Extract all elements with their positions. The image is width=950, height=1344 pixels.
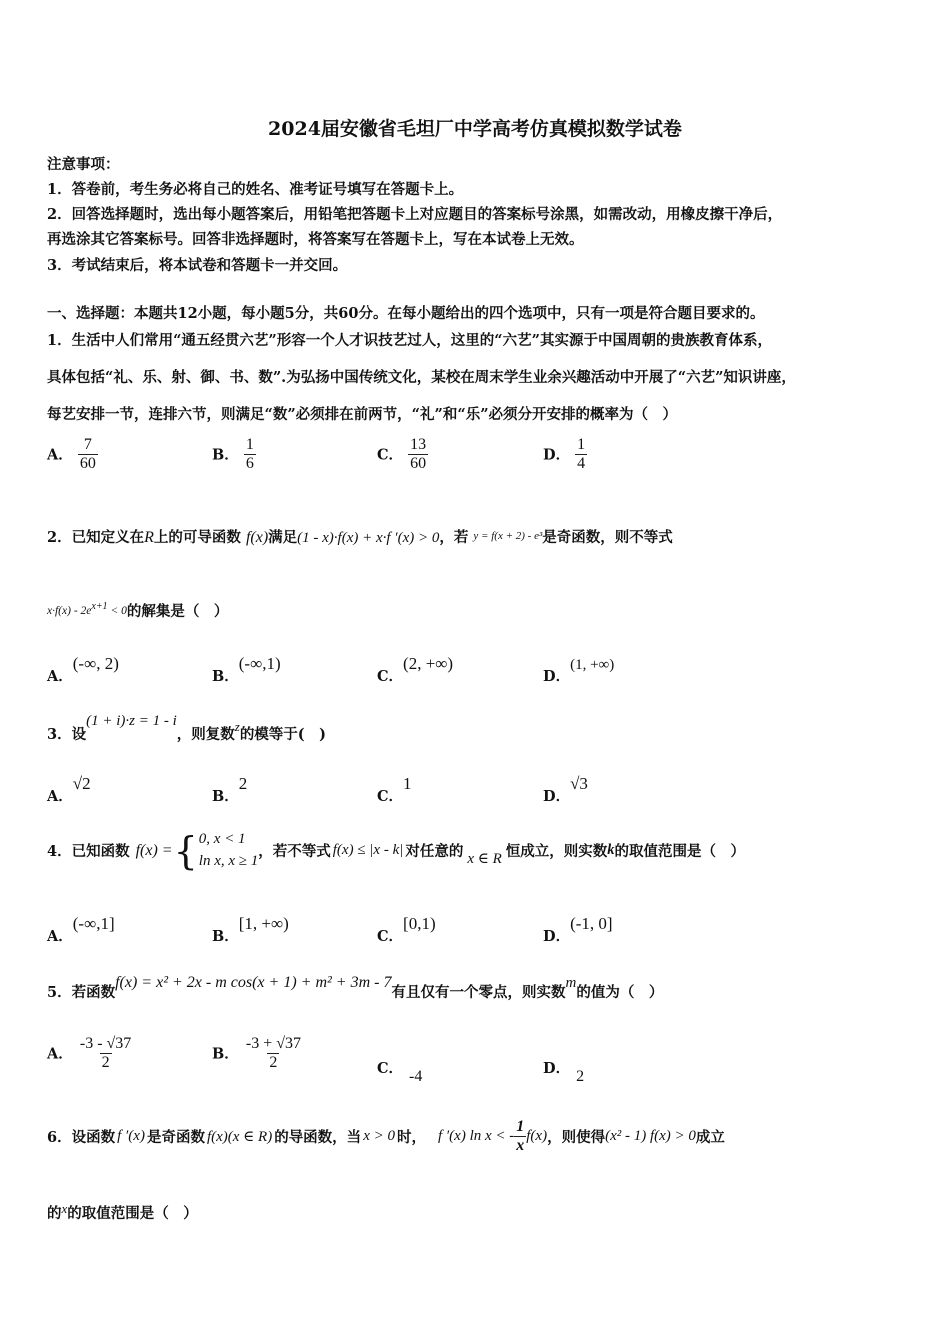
- notice-item-2: 2．回答选择题时，选出每小题答案后，用铅笔把答题卡上对应题目的答案标号涂黑，如需改动，用橡皮擦干净后，: [47, 206, 783, 223]
- q3-z: z: [234, 719, 240, 734]
- q4-text-5: 的取值范围是（ ）: [614, 843, 746, 861]
- q2-option-b[interactable]: [212, 654, 281, 686]
- page-title: 2024届安徽省毛坦厂中学高考仿真模拟数学试卷: [268, 118, 682, 140]
- notice-heading: 注意事项：: [47, 156, 120, 173]
- option-label: D．: [543, 928, 571, 945]
- q4-k: k: [607, 842, 615, 859]
- option-denominator: 2: [101, 1054, 110, 1072]
- option-label: A．: [47, 928, 73, 945]
- option-value: [1, +∞): [238, 914, 289, 933]
- q2-inequality: $x\cdot f(x) - 2e^{x+1} < 0$: [47, 601, 127, 617]
- q1-line-1: 1．生活中人们常用“通五经贯六艺”形容一个人才识技艺过人，这里的“六艺”其实源于中国周朝的贵族教育体系，: [47, 332, 772, 349]
- q2-stem-2: [47, 600, 228, 621]
- q5-option-b[interactable]: [212, 1035, 303, 1073]
- q2-text-2: 上的可导函数: [153, 529, 241, 546]
- option-label: C．: [377, 1060, 404, 1077]
- q2-option-c[interactable]: [377, 654, 453, 686]
- option-numerator: 1: [577, 436, 586, 453]
- option-denominator: 6: [245, 455, 254, 473]
- q3-option-b[interactable]: [212, 774, 247, 806]
- q4-text-1: 4．已知函数: [47, 843, 130, 861]
- option-value: 1: [403, 774, 412, 793]
- q3-equation: (1 + i)·z = 1 - i: [86, 713, 177, 729]
- left-brace: {: [173, 828, 198, 873]
- q2-fx: f(x): [245, 529, 269, 546]
- q5-option-a[interactable]: [47, 1035, 133, 1073]
- option-label: A．: [47, 668, 73, 685]
- q5-stem: [47, 974, 663, 1002]
- q2-condition: (1 - x)·f(x) + x·f ′(x) > 0: [297, 530, 440, 546]
- notice-item-3: 3．考试结束后，将本试卷和答题卡一并交回。: [47, 257, 348, 274]
- option-label: D．: [543, 446, 571, 464]
- option-label: D．: [543, 788, 571, 805]
- q2-stem: [47, 526, 673, 547]
- q3-option-c[interactable]: [377, 774, 412, 806]
- q2-text-6: 的解集是（ ）: [126, 603, 229, 620]
- q4-inequality: f(x) ≤ |x - k|: [332, 842, 404, 859]
- q5-option-d[interactable]: [543, 1057, 585, 1085]
- q5-function: f(x) = x² + 2x - m cos(x + 1) + m² + 3m - 7: [115, 974, 392, 991]
- option-numerator: 1: [245, 436, 254, 453]
- q2-odd-function: y = f(x + 2) - e³: [473, 530, 543, 542]
- q3-option-a[interactable]: [47, 774, 91, 806]
- q6-inequality-rhs: f(x): [526, 1128, 548, 1145]
- option-label: B．: [212, 928, 239, 945]
- q6-text-6: 成立: [695, 1129, 725, 1147]
- option-value: √2: [72, 774, 91, 793]
- option-denominator: 2: [269, 1054, 278, 1072]
- option-value: (-∞, 2): [72, 654, 119, 673]
- option-label: C．: [377, 788, 404, 805]
- section-header: 一、选择题：本题共12小题，每小题5分，共60分。在每小题给出的四个选项中，只有一项是符合题目要求的。: [47, 305, 765, 322]
- option-label: B．: [212, 1045, 239, 1063]
- q4-case-2: ln x, x ≥ 1: [198, 852, 259, 869]
- q2-text-5: 是奇函数，则不等式: [542, 529, 673, 546]
- q4-piecewise: [199, 829, 258, 873]
- q6-text-1: 6．设函数: [47, 1129, 116, 1147]
- notice-item-1: 1．答卷前，考生务必将自己的姓名、准考证号填写在答题卡上。: [47, 181, 464, 198]
- q6-inequality: f ′(x) ln x < -: [437, 1128, 515, 1145]
- q5-option-c[interactable]: [377, 1057, 423, 1085]
- q5-text-3: 的值为（ ）: [576, 984, 664, 1001]
- option-value: √3: [570, 774, 588, 793]
- q4-stem: [47, 829, 745, 873]
- q3-text-1: 3．设: [47, 726, 87, 743]
- q2-text-1: 2．已知定义在: [47, 529, 145, 546]
- option-label: C．: [377, 668, 404, 685]
- q1-option-c[interactable]: [377, 436, 428, 474]
- q6-frac-num: 1: [516, 1118, 525, 1135]
- option-label: A．: [47, 446, 73, 464]
- option-label: D．: [543, 668, 571, 685]
- option-denominator: 60: [79, 455, 96, 473]
- option-label: C．: [377, 928, 404, 945]
- option-label: D．: [543, 1060, 571, 1077]
- q4-text-3: 对任意的: [405, 843, 464, 861]
- q4-domain: x ∈ R: [467, 851, 502, 868]
- q1-option-d[interactable]: [543, 436, 587, 474]
- q4-fx: f(x) =: [135, 841, 173, 859]
- q6-text-8: 的取值范围是（ ）: [67, 1205, 198, 1222]
- q2-set-r: R: [144, 529, 154, 546]
- q6-frac-den: x: [516, 1137, 525, 1155]
- option-value: (2, +∞): [403, 654, 454, 673]
- q1-line-2: 具体包括“礼、乐、射、御、书、数”.为弘扬中国传统文化，某校在周末学生业余兴趣活动中开展了“六艺”知识讲座，: [47, 369, 796, 386]
- option-value: (-1, 0]: [570, 914, 613, 933]
- option-numerator: 7: [83, 436, 92, 453]
- q3-option-d[interactable]: [543, 774, 588, 806]
- q4-case-1: 0, x < 1: [198, 831, 246, 847]
- notice-item-2-cont: 再选涂其它答案标号。回答非选择题时，将答案写在答题卡上，写在本试卷上无效。: [47, 231, 584, 248]
- q4-text-2: ，若不等式: [258, 843, 331, 861]
- q2-text-3: 满足: [268, 529, 298, 546]
- q6-stem-2: [47, 1201, 198, 1223]
- option-numerator: 13: [410, 436, 427, 453]
- q4-option-c[interactable]: [377, 914, 436, 946]
- q3-stem: [47, 712, 326, 744]
- q5-text-1: 5．若函数: [47, 984, 116, 1001]
- option-denominator: 4: [577, 455, 586, 473]
- option-label: B．: [212, 668, 239, 685]
- q6-text-4: 时，: [396, 1129, 426, 1147]
- option-value: [0,1): [403, 914, 436, 933]
- q1-line-3: 每艺安排一节，连排六节，则满足“数”必须排在前两节，“礼”和“乐”必须分开安排的概率为（ ）: [47, 406, 678, 423]
- q2-text-4: ，若: [439, 529, 469, 546]
- q3-text-2: ，则复数: [176, 726, 235, 743]
- option-numerator: -3 + √37: [245, 1035, 301, 1052]
- q1-option-a[interactable]: [47, 436, 98, 474]
- q6-text-3: 的导函数，当: [274, 1129, 362, 1147]
- q4-option-d[interactable]: [543, 914, 613, 946]
- option-value: (1, +∞): [570, 657, 615, 673]
- q5-m: m: [565, 975, 577, 991]
- q4-text-4: 恒成立，则实数: [505, 843, 608, 861]
- q4-option-b[interactable]: [212, 914, 289, 946]
- q6-inequality-2: (x² - 1) f(x) > 0: [605, 1128, 696, 1145]
- q6-stem: [47, 1118, 725, 1156]
- option-value: -4: [409, 1068, 423, 1085]
- option-value: 2: [238, 774, 248, 793]
- option-value: (-∞,1): [238, 654, 281, 673]
- option-value: (-∞,1]: [72, 914, 115, 933]
- q6-x: x: [61, 1201, 68, 1216]
- option-denominator: 60: [410, 455, 427, 473]
- option-label: C．: [377, 446, 404, 464]
- option-value: 2: [576, 1068, 585, 1085]
- q6-text-2: 是奇函数: [146, 1129, 205, 1147]
- q2-option-d[interactable]: [543, 654, 614, 686]
- option-label: B．: [212, 446, 239, 464]
- q1-option-b[interactable]: [212, 436, 256, 474]
- q6-function: f(x)(x ∈ R): [206, 1129, 273, 1146]
- option-label: B．: [212, 788, 239, 805]
- option-numerator: -3 - √37: [79, 1035, 132, 1052]
- q6-derivative: f ′(x): [117, 1128, 145, 1145]
- q6-text-5: ，则使得: [547, 1129, 606, 1147]
- option-label: A．: [47, 1045, 73, 1063]
- q6-text-7: 的: [47, 1205, 62, 1222]
- option-label: A．: [47, 788, 73, 805]
- q3-text-3: 的模等于( ): [239, 726, 327, 743]
- q6-condition: x > 0: [363, 1128, 395, 1145]
- q2-option-a[interactable]: [47, 654, 119, 686]
- q5-text-2: 有且仅有一个零点，则实数: [391, 984, 566, 1001]
- q4-option-a[interactable]: [47, 914, 115, 946]
